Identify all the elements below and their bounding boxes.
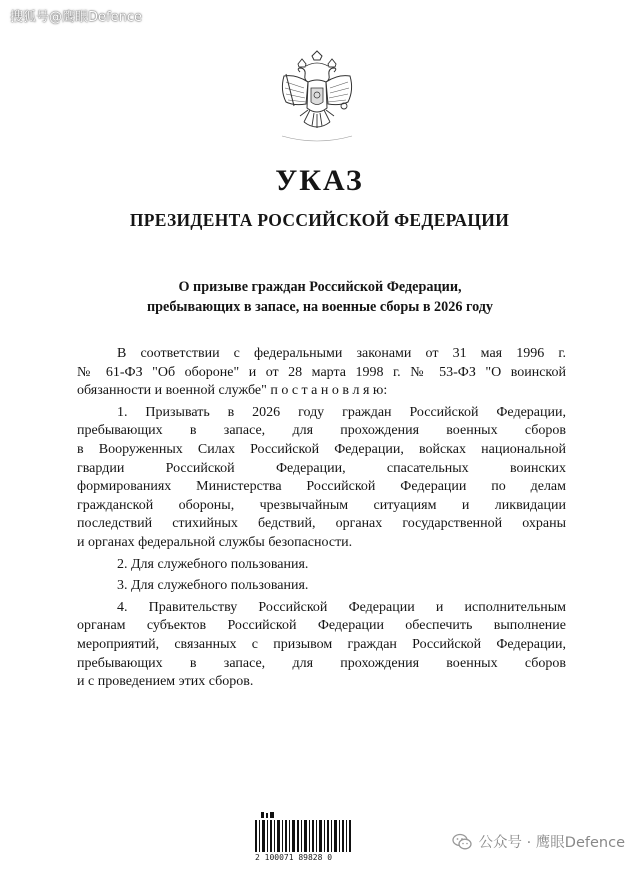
item1-line: пребывающих в запасе, для прохождения военных сборов — [77, 423, 566, 439]
item1-line: гвардии Российской Федерации, спасательных воинских — [77, 460, 566, 476]
item4-line: мероприятий, связанных с призывом граждан Российской Федерации, — [77, 636, 566, 652]
item4-line: 4. Правительству Российской Федерации и исполнительным — [117, 599, 566, 615]
item1-line: последствий стихийных бедствий, органах государственной охраны — [77, 516, 566, 532]
watermark-bottom-text: 公众号 · 鹰眼Defence — [478, 835, 625, 851]
document-subtitle: ПРЕЗИДЕНТА РОССИЙСКОЙ ФЕДЕРАЦИИ — [129, 210, 510, 230]
preamble-line: № 61-ФЗ "Об обороне" и от 28 марта 1998 г. № 53-ФЗ "О воинской — [77, 364, 566, 380]
item4-line: пребывающих в запасе, для прохождения военных сборов — [77, 655, 566, 671]
item4-line: и с проведением этих сборов. — [77, 674, 254, 690]
item3-line: 3. Для служебного пользования. — [117, 578, 309, 594]
subject-line: пребывающих в запасе, на военные сборы в 2026 году — [146, 299, 494, 315]
barcode-number: 2 100071 89828 0 — [255, 853, 333, 862]
wechat-icon — [452, 833, 472, 851]
item2-line: 2. Для служебного пользования. — [117, 556, 309, 572]
barcode-icon — [255, 812, 351, 854]
watermark-top: 搜狐号@鹰眼Defence — [10, 10, 142, 25]
item1-line: в Вооруженных Силах Российской Федерации, войсках национальной — [77, 441, 566, 457]
item1-line: 1. Призывать в 2026 году граждан Российской Федерации, — [117, 404, 566, 420]
item1-line: формированиях Министерства Российской Федерации по делам — [77, 479, 566, 495]
document-title: УКАЗ — [275, 164, 364, 197]
preamble-line: В соответствии с федеральными законами от 31 мая 1996 г. — [117, 346, 566, 361]
document-body — [77, 345, 566, 692]
item4-line: органам субъектов Российской Федерации обеспечить выполнение — [77, 618, 566, 634]
double-headed-eagle-emblem-icon — [274, 50, 360, 145]
subject-line: О призыве граждан Российской Федерации, — [178, 279, 462, 295]
item1-line: и органах федеральной службы безопасности. — [77, 534, 353, 550]
preamble-line: обязанности и военной службе" п о с т а н о в л я ю: — [77, 383, 388, 399]
watermark-bottom — [452, 831, 625, 852]
item1-line: гражданской обороны, чрезвычайным ситуациям и ликвидации — [77, 497, 566, 513]
document-subject — [60, 277, 580, 317]
